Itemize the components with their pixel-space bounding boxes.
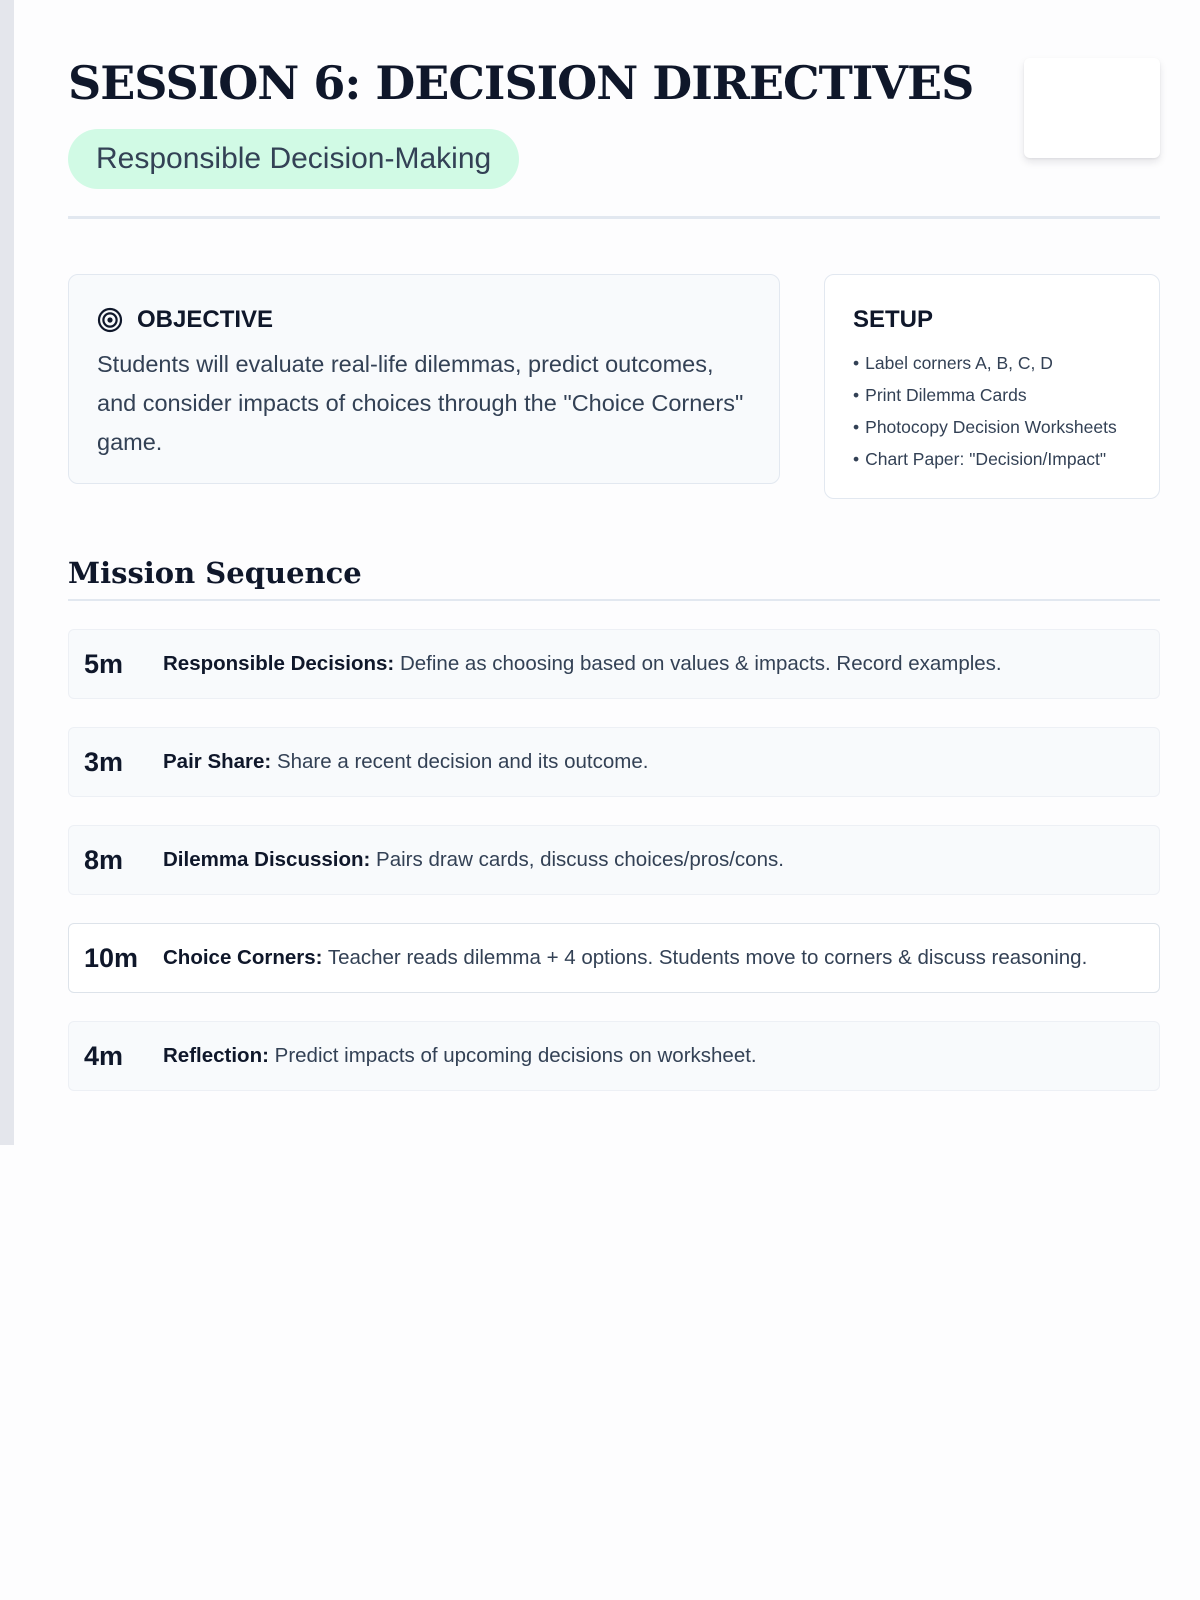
sequence-step [68,629,1160,699]
step-duration: 3m [84,746,124,777]
step-text: Predict impacts of upcoming decisions on worksheet. [274,1044,757,1067]
step-description [163,1044,757,1068]
step-text: Teacher reads dilemma + 4 options. Students move to corners & discuss reasoning. [327,946,1088,969]
target-icon [97,307,123,333]
step-description [163,946,1087,970]
step-text: Share a recent decision and its outcome. [276,750,649,773]
bullet-icon: • [853,417,860,437]
step-duration: 5m [84,648,124,679]
objective-text: Students will evaluate real-life dilemmas, predict outcomes, and consider impacts of choices through the "Choice Corners" game. [97,351,744,455]
session-page [68,0,1160,1145]
setup-heading: SETUP [853,306,934,333]
step-label: Pair Share: [163,750,272,773]
objective-heading: OBJECTIVE [137,306,274,333]
objective-card [68,274,780,484]
setup-list [853,347,1159,475]
bullet-icon: • [853,449,860,469]
step-label: Responsible Decisions: [163,652,395,675]
header-divider [68,216,1160,219]
bullet-icon: • [853,353,860,373]
step-text: Define as choosing based on values & impacts. Record examples. [399,652,1002,675]
step-duration: 8m [84,844,124,875]
step-description [163,848,784,872]
step-label: Choice Corners: [163,946,323,969]
step-label: Dilemma Discussion: [163,848,371,871]
step-duration: 10m [84,942,139,973]
corner-card [1024,58,1160,158]
setup-item: • Label corners A, B, C, D [853,353,1053,373]
sequence-step [68,1021,1160,1091]
section-divider [68,599,1160,601]
sequence-step [68,825,1160,895]
step-description [163,652,1002,676]
left-margin-bar [0,0,14,1145]
step-duration: 4m [84,1040,124,1071]
setup-item: • Chart Paper: "Decision/Impact" [853,449,1107,469]
setup-item: • Print Dilemma Cards [853,385,1027,405]
step-label: Reflection: [163,1044,269,1067]
bullet-icon: • [853,385,860,405]
setup-item: • Photocopy Decision Worksheets [853,417,1117,437]
page-title: SESSION 6: DECISION DIRECTIVES [68,56,974,110]
competency-badge: Responsible Decision-Making [68,129,519,189]
sequence-step [68,727,1160,797]
objective-header [97,305,751,335]
section-title: Mission Sequence [68,556,362,590]
step-description [163,750,648,774]
step-text: Pairs draw cards, discuss choices/pros/cons. [376,848,784,871]
setup-card [824,274,1160,499]
sequence-step-highlighted [68,923,1160,993]
